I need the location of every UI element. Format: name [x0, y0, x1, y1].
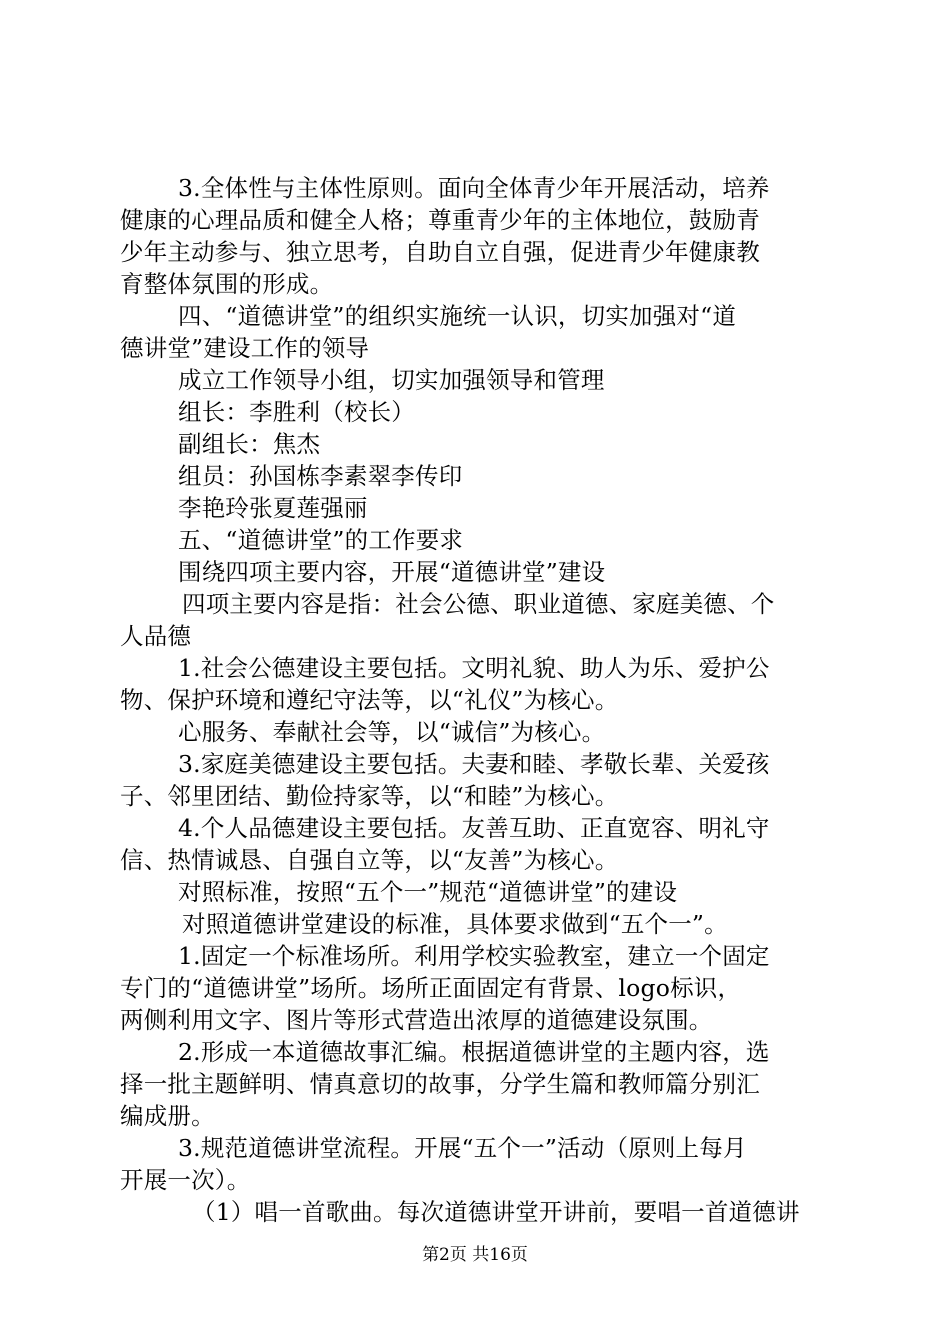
page-footer: 第2页 共16页 — [422, 1245, 528, 1265]
text-line: 四项主要内容是指：社会公德、职业道德、家庭美德、个 — [182, 590, 775, 618]
text-line: 1.固定一个标准场所。利用学校实验教室，建立一个固定 — [178, 942, 770, 970]
text-line: 开展一次）。 — [120, 1166, 251, 1194]
text-line: 两侧利用文字、图片等形式营造出浓厚的道德建设氛围。 — [120, 1006, 713, 1034]
text-line: 健康的心理品质和健全人格；尊重青少年的主体地位，鼓励青 — [120, 206, 760, 234]
text-line: 3.家庭美德建设主要包括。夫妻和睦、孝敬长辈、关爱孩 — [178, 750, 770, 778]
text-line: 副组长：焦杰 — [178, 430, 321, 458]
text-line: 少年主动参与、独立思考，自助自立自强，促进青少年健康教 — [120, 238, 760, 266]
text-line: 围绕四项主要内容，开展“道德讲堂”建设 — [178, 558, 606, 586]
text-line: 育整体氛围的形成。 — [120, 270, 334, 298]
text-line: 对照标准，按照“五个一”规范“道德讲堂”的建设 — [178, 878, 678, 906]
text-line: 信、热情诚恳、自强自立等，以“友善”为核心。 — [120, 846, 619, 874]
text-line: 对照道德讲堂建设的标准，具体要求做到“五个一”。 — [182, 910, 728, 938]
text-line: 3.全体性与主体性原则。面向全体青少年开展活动，培养 — [178, 174, 770, 202]
text-line: 成立工作领导小组，切实加强领导和管理 — [178, 366, 605, 394]
text-line: 组长：李胜利（校长） — [178, 398, 415, 426]
text-line: 组员：孙国栋李素翠李传印 — [178, 462, 463, 490]
text-line: 3.规范道德讲堂流程。开展“五个一”活动（原则上每月 — [178, 1134, 747, 1162]
text-line: 子、邻里团结、勤俭持家等，以“和睦”为核心。 — [120, 782, 619, 810]
text-line: 专门的“道德讲堂”场所。场所正面固定有背景、logo标识， — [120, 974, 742, 1002]
text-line: 人品德 — [120, 622, 192, 650]
text-line: （1）唱一首歌曲。每次道德讲堂开讲前，要唱一首道德讲 — [192, 1198, 800, 1226]
document-body — [120, 172, 832, 1228]
text-line: 四、“道德讲堂”的组织实施统一认识，切实加强对“道 — [178, 302, 737, 330]
text-line: 五、“道德讲堂”的工作要求 — [178, 526, 464, 554]
text-line: 德讲堂”建设工作的领导 — [120, 334, 370, 362]
text-line: 4.个人品德建设主要包括。友善互助、正直宽容、明礼守 — [178, 814, 770, 842]
text-line: 1.社会公德建设主要包括。文明礼貌、助人为乐、爱护公 — [178, 654, 770, 682]
text-line: 编成册。 — [120, 1102, 215, 1130]
text-line: 心服务、奉献社会等，以“诚信”为核心。 — [178, 718, 606, 746]
text-line: 物、保护环境和遵纪守法等，以“礼仪”为核心。 — [120, 686, 619, 714]
text-line: 择一批主题鲜明、情真意切的故事，分学生篇和教师篇分别汇 — [120, 1070, 760, 1098]
text-line: 李艳玲张夏莲强丽 — [178, 494, 368, 522]
text-line: 2.形成一本道德故事汇编。根据道德讲堂的主题内容，选 — [178, 1038, 770, 1066]
